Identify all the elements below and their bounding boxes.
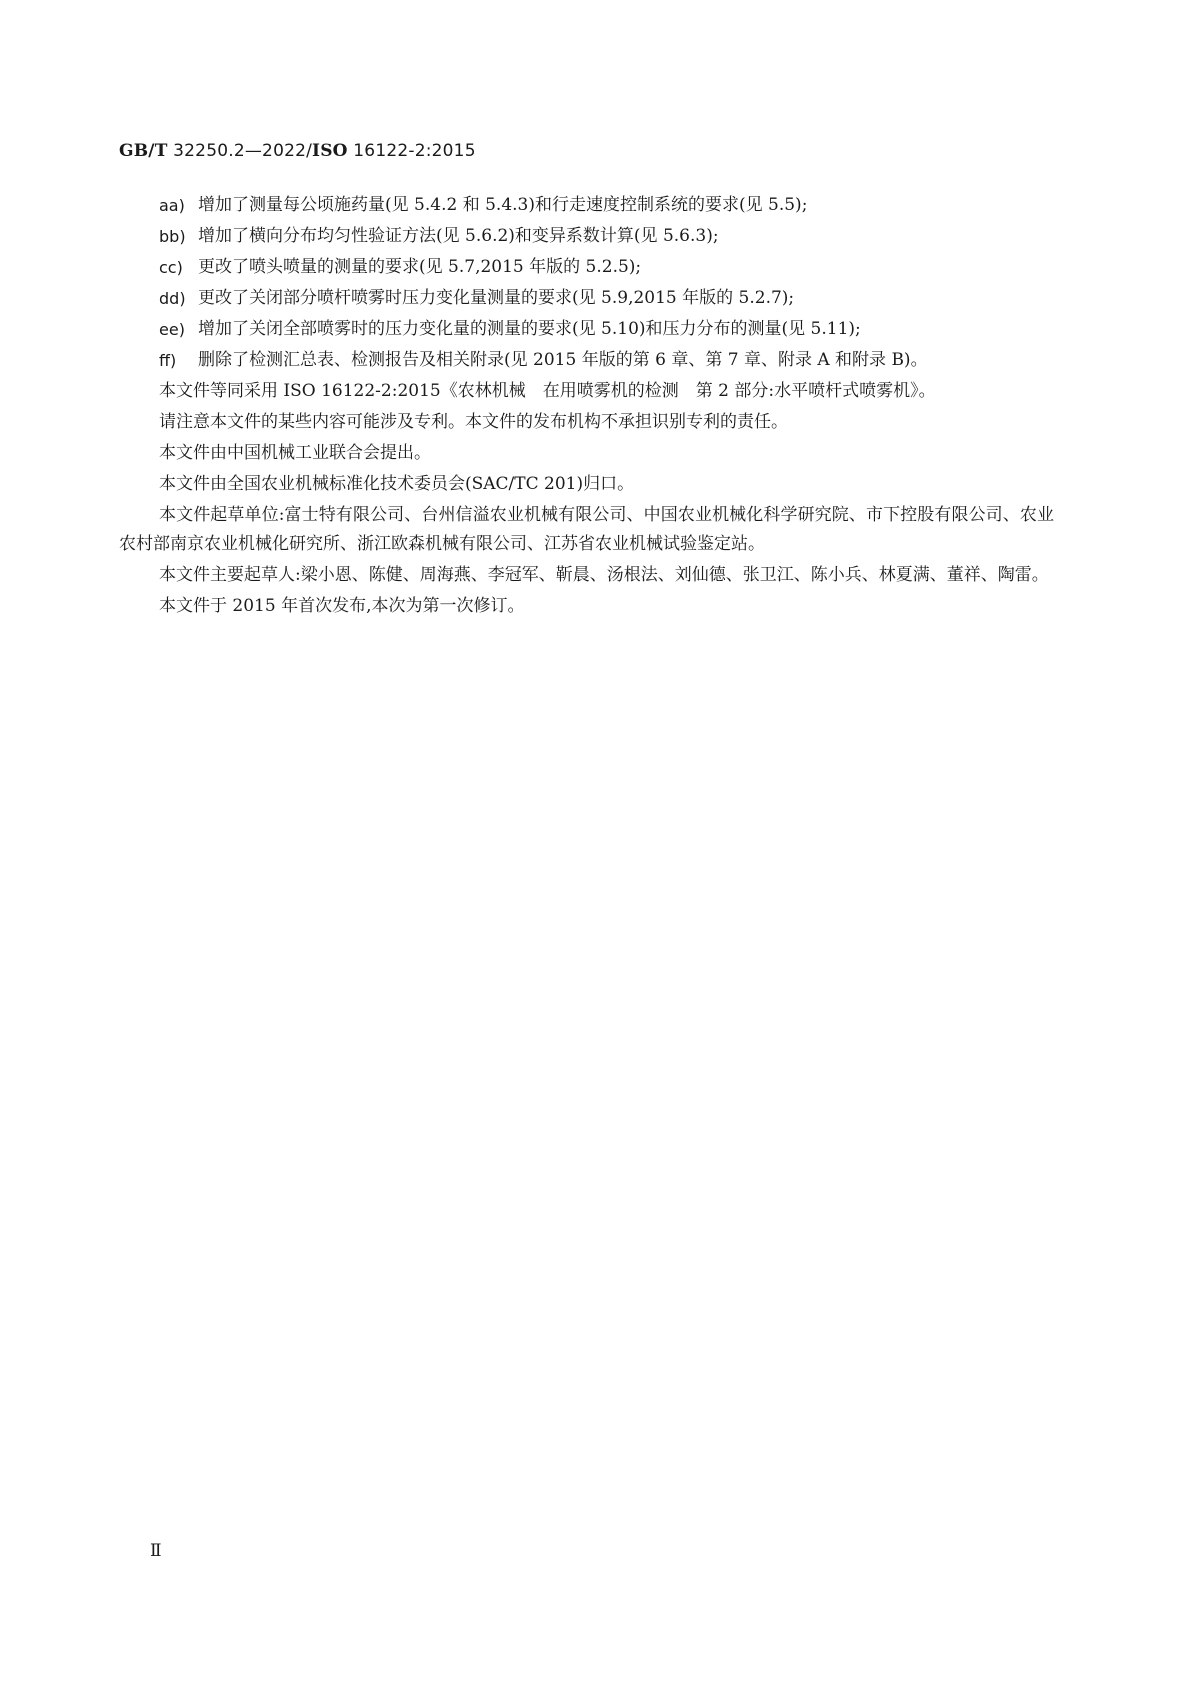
page-header <box>119 141 476 161</box>
document-body <box>119 191 1054 623</box>
change-item-text: 删除了检测汇总表、检测报告及相关附录(见 2015 年版的第 6 章、第 7 章、附录 A 和附录 B)。 <box>198 350 928 370</box>
drafters: 本文件主要起草人:梁小恩、陈健、周海燕、李冠军、靳晨、汤根法、刘仙德、张卫江、陈小兵、林夏满、董祥、陶雷。 <box>159 565 1049 585</box>
committee-statement: 本文件由全国农业机械标准化技术委员会(SAC/TC 201)归口。 <box>159 474 635 494</box>
page-number: Ⅱ <box>150 1541 162 1561</box>
change-item-text: 更改了喷头喷量的测量的要求(见 5.7,2015 年版的 5.2.5); <box>198 257 642 277</box>
change-item <box>119 253 1054 282</box>
change-item-marker: aa) <box>159 196 185 215</box>
change-item-marker: ee) <box>159 320 185 339</box>
change-item-marker: dd) <box>159 289 186 308</box>
change-item-text: 增加了测量每公顷施药量(见 5.4.2 和 5.4.3)和行走速度控制系统的要求(见 5.5); <box>198 195 808 215</box>
change-item-marker: ff) <box>159 351 177 370</box>
change-item <box>119 346 1054 375</box>
patent-notice: 请注意本文件的某些内容可能涉及专利。本文件的发布机构不承担识别专利的责任。 <box>159 412 788 432</box>
standard-code-number: 32250.2—2022/ <box>167 141 313 161</box>
change-item <box>119 191 1054 220</box>
change-item-text: 增加了横向分布均匀性验证方法(见 5.6.2)和变异系数计算(见 5.6.3); <box>198 226 719 246</box>
iso-code-number: 16122-2:2015 <box>347 141 476 161</box>
adoption-statement: 本文件等同采用 ISO 16122-2:2015《农林机械 在用喷雾机的检测 第 2 部分:水平喷杆式喷雾机》。 <box>159 381 936 401</box>
proposer-statement: 本文件由中国机械工业联合会提出。 <box>159 443 431 463</box>
change-item-text: 增加了关闭全部喷雾时的压力变化量的测量的要求(见 5.10)和压力分布的测量(见 5.11); <box>198 319 861 339</box>
revision-history: 本文件于 2015 年首次发布,本次为第一次修订。 <box>159 596 525 616</box>
standard-code-prefix: GB/T <box>119 141 168 161</box>
iso-prefix: ISO <box>312 141 348 161</box>
change-item <box>119 284 1054 313</box>
change-item <box>119 222 1054 251</box>
change-item-marker: bb) <box>159 227 186 246</box>
drafting-units: 本文件起草单位:富士特有限公司、台州信溢农业机械有限公司、中国农业机械化科学研究院、市下控股有限公司、农业农村部南京农业机械化研究所、浙江欧森机械有限公司、江苏省农业机械试验鉴定站。 <box>119 505 1054 554</box>
change-item <box>119 315 1054 344</box>
change-item-text: 更改了关闭部分喷杆喷雾时压力变化量测量的要求(见 5.9,2015 年版的 5.2.7); <box>198 288 795 308</box>
change-item-marker: cc) <box>159 258 183 277</box>
